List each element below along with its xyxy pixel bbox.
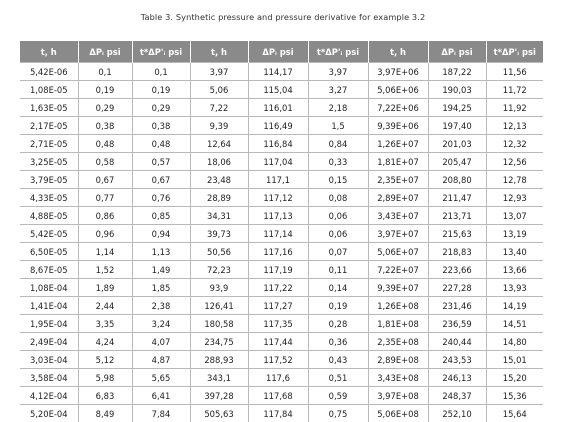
table-cell: 1,08E-05 bbox=[20, 81, 78, 99]
table-cell: 0,57 bbox=[132, 153, 190, 171]
table-row bbox=[20, 297, 543, 315]
table-cell: 0,19 bbox=[308, 297, 368, 315]
table-cell: 7,22E+06 bbox=[368, 99, 428, 117]
table-cell: 117,1 bbox=[248, 171, 308, 189]
table-cell: 246,13 bbox=[428, 369, 486, 387]
table-cell: 5,42E-05 bbox=[20, 225, 78, 243]
table-cell: 1,52 bbox=[78, 261, 132, 279]
table-cell: 4,88E-05 bbox=[20, 207, 78, 225]
table-cell: 2,35E+08 bbox=[368, 333, 428, 351]
table-cell: 15,20 bbox=[486, 369, 543, 387]
table-cell: 5,06E+06 bbox=[368, 81, 428, 99]
table-cell: 0,43 bbox=[308, 351, 368, 369]
table-cell: 3,03E-04 bbox=[20, 351, 78, 369]
table-row bbox=[20, 225, 543, 243]
table-cell: 3,97 bbox=[308, 63, 368, 81]
table-cell: 4,24 bbox=[78, 333, 132, 351]
table-cell: 205,47 bbox=[428, 153, 486, 171]
table-cell: 6,83 bbox=[78, 387, 132, 405]
table-cell: 3,79E-05 bbox=[20, 171, 78, 189]
table-cell: 0,84 bbox=[308, 135, 368, 153]
table-row bbox=[20, 387, 543, 405]
table-cell: 14,19 bbox=[486, 297, 543, 315]
table-cell: 14,80 bbox=[486, 333, 543, 351]
table-cell: 3,25E-05 bbox=[20, 153, 78, 171]
table-cell: 11,92 bbox=[486, 99, 543, 117]
table-cell: 227,28 bbox=[428, 279, 486, 297]
table-cell: 0,11 bbox=[308, 261, 368, 279]
table-cell: 72,23 bbox=[190, 261, 248, 279]
table-cell: 93,9 bbox=[190, 279, 248, 297]
table-cell: 12,64 bbox=[190, 135, 248, 153]
table-cell: 505,63 bbox=[190, 405, 248, 422]
table-cell: 18,06 bbox=[190, 153, 248, 171]
table-cell: 248,37 bbox=[428, 387, 486, 405]
table-cell: 5,42E-06 bbox=[20, 63, 78, 81]
column-header: t, h bbox=[190, 41, 248, 63]
table-row bbox=[20, 369, 543, 387]
table-cell: 0,76 bbox=[132, 189, 190, 207]
table-cell: 2,38 bbox=[132, 297, 190, 315]
table-row bbox=[20, 261, 543, 279]
table-cell: 1,5 bbox=[308, 117, 368, 135]
table-cell: 0,07 bbox=[308, 243, 368, 261]
table-cell: 0,06 bbox=[308, 225, 368, 243]
table-cell: 215,63 bbox=[428, 225, 486, 243]
table-cell: 194,25 bbox=[428, 99, 486, 117]
table-cell: 0,51 bbox=[308, 369, 368, 387]
table-cell: 11,56 bbox=[486, 63, 543, 81]
table-cell: 2,35E+07 bbox=[368, 171, 428, 189]
table-cell: 1,26E+08 bbox=[368, 297, 428, 315]
table-row bbox=[20, 279, 543, 297]
table-row bbox=[20, 207, 543, 225]
table-cell: 2,17E-05 bbox=[20, 117, 78, 135]
table-cell: 117,6 bbox=[248, 369, 308, 387]
table-cell: 208,80 bbox=[428, 171, 486, 189]
table-cell: 15,01 bbox=[486, 351, 543, 369]
table-cell: 243,53 bbox=[428, 351, 486, 369]
table-cell: 3,27 bbox=[308, 81, 368, 99]
table-row bbox=[20, 117, 543, 135]
table-cell: 211,47 bbox=[428, 189, 486, 207]
table-cell: 0,29 bbox=[132, 99, 190, 117]
table-cell: 201,03 bbox=[428, 135, 486, 153]
table-cell: 117,84 bbox=[248, 405, 308, 422]
column-header: ΔPᵢ psi bbox=[248, 41, 308, 63]
table-cell: 223,66 bbox=[428, 261, 486, 279]
table-cell: 190,03 bbox=[428, 81, 486, 99]
column-header: t*ΔP'ᵢ psi bbox=[132, 41, 190, 63]
table-cell: 1,63E-05 bbox=[20, 99, 78, 117]
table-cell: 0,96 bbox=[78, 225, 132, 243]
table-cell: 28,89 bbox=[190, 189, 248, 207]
table-cell: 0,85 bbox=[132, 207, 190, 225]
table-cell: 288,93 bbox=[190, 351, 248, 369]
table-cell: 2,89E+07 bbox=[368, 189, 428, 207]
table-row bbox=[20, 189, 543, 207]
table-cell: 0,33 bbox=[308, 153, 368, 171]
table-cell: 1,49 bbox=[132, 261, 190, 279]
table-cell: 117,68 bbox=[248, 387, 308, 405]
table-cell: 0,28 bbox=[308, 315, 368, 333]
table-cell: 117,16 bbox=[248, 243, 308, 261]
table-cell: 1,08E-04 bbox=[20, 279, 78, 297]
table-cell: 13,07 bbox=[486, 207, 543, 225]
table-cell: 0,14 bbox=[308, 279, 368, 297]
table-cell: 5,12 bbox=[78, 351, 132, 369]
table-cell: 0,15 bbox=[308, 171, 368, 189]
table-cell: 240,44 bbox=[428, 333, 486, 351]
table-cell: 5,06 bbox=[190, 81, 248, 99]
table-cell: 0,08 bbox=[308, 189, 368, 207]
table-cell: 117,27 bbox=[248, 297, 308, 315]
table-row bbox=[20, 333, 543, 351]
table-cell: 13,40 bbox=[486, 243, 543, 261]
table-cell: 3,35 bbox=[78, 315, 132, 333]
table-cell: 0,58 bbox=[78, 153, 132, 171]
table-cell: 0,86 bbox=[78, 207, 132, 225]
table-cell: 12,32 bbox=[486, 135, 543, 153]
table-cell: 7,84 bbox=[132, 405, 190, 422]
table-cell: 2,44 bbox=[78, 297, 132, 315]
table-cell: 0,75 bbox=[308, 405, 368, 422]
table-cell: 4,87 bbox=[132, 351, 190, 369]
table-cell: 0,48 bbox=[132, 135, 190, 153]
table-cell: 2,18 bbox=[308, 99, 368, 117]
table-cell: 7,22E+07 bbox=[368, 261, 428, 279]
table-cell: 4,33E-05 bbox=[20, 189, 78, 207]
table-cell: 117,35 bbox=[248, 315, 308, 333]
table-cell: 0,48 bbox=[78, 135, 132, 153]
table-cell: 13,93 bbox=[486, 279, 543, 297]
table-cell: 0,94 bbox=[132, 225, 190, 243]
table-cell: 3,97E+08 bbox=[368, 387, 428, 405]
table-cell: 15,36 bbox=[486, 387, 543, 405]
table-caption: Table 3. Synthetic pressure and pressure derivative for example 3.2 bbox=[0, 12, 566, 22]
table-cell: 6,41 bbox=[132, 387, 190, 405]
table-header-row bbox=[20, 41, 543, 63]
table-cell: 3,97E+06 bbox=[368, 63, 428, 81]
table-cell: 5,98 bbox=[78, 369, 132, 387]
table-cell: 117,14 bbox=[248, 225, 308, 243]
table-cell: 2,71E-05 bbox=[20, 135, 78, 153]
table-cell: 213,71 bbox=[428, 207, 486, 225]
column-header: t*ΔP'ᵢ psi bbox=[308, 41, 368, 63]
table-cell: 117,13 bbox=[248, 207, 308, 225]
table-cell: 9,39E+06 bbox=[368, 117, 428, 135]
pressure-data-table bbox=[20, 41, 543, 422]
table-cell: 197,40 bbox=[428, 117, 486, 135]
table-cell: 397,28 bbox=[190, 387, 248, 405]
table-cell: 1,89 bbox=[78, 279, 132, 297]
table-cell: 117,19 bbox=[248, 261, 308, 279]
table-cell: 3,97 bbox=[190, 63, 248, 81]
table-cell: 0,19 bbox=[78, 81, 132, 99]
table-body bbox=[20, 63, 543, 422]
table-cell: 11,72 bbox=[486, 81, 543, 99]
table-cell: 0,36 bbox=[308, 333, 368, 351]
table-cell: 180,58 bbox=[190, 315, 248, 333]
table-row bbox=[20, 81, 543, 99]
table-cell: 0,38 bbox=[78, 117, 132, 135]
table-cell: 0,59 bbox=[308, 387, 368, 405]
table-cell: 0,38 bbox=[132, 117, 190, 135]
table-row bbox=[20, 405, 543, 422]
table-cell: 3,43E+07 bbox=[368, 207, 428, 225]
table-cell: 3,43E+08 bbox=[368, 369, 428, 387]
table-cell: 234,75 bbox=[190, 333, 248, 351]
table-row bbox=[20, 171, 543, 189]
table-cell: 3,58E-04 bbox=[20, 369, 78, 387]
table-cell: 13,19 bbox=[486, 225, 543, 243]
table-cell: 7,22 bbox=[190, 99, 248, 117]
table-cell: 116,01 bbox=[248, 99, 308, 117]
table-cell: 3,97E+07 bbox=[368, 225, 428, 243]
table-cell: 1,41E-04 bbox=[20, 297, 78, 315]
table-cell: 117,52 bbox=[248, 351, 308, 369]
table-cell: 12,93 bbox=[486, 189, 543, 207]
table-cell: 12,13 bbox=[486, 117, 543, 135]
table-cell: 1,81E+07 bbox=[368, 153, 428, 171]
table-cell: 114,17 bbox=[248, 63, 308, 81]
table-cell: 5,06E+07 bbox=[368, 243, 428, 261]
table-cell: 0,67 bbox=[132, 171, 190, 189]
table-cell: 23,48 bbox=[190, 171, 248, 189]
column-header: t, h bbox=[20, 41, 78, 63]
table-cell: 252,10 bbox=[428, 405, 486, 422]
table-cell: 9,39 bbox=[190, 117, 248, 135]
table-cell: 34,31 bbox=[190, 207, 248, 225]
table-cell: 14,51 bbox=[486, 315, 543, 333]
table-cell: 2,49E-04 bbox=[20, 333, 78, 351]
table-cell: 15,64 bbox=[486, 405, 543, 422]
table-cell: 236,59 bbox=[428, 315, 486, 333]
table-cell: 12,78 bbox=[486, 171, 543, 189]
table-cell: 1,13 bbox=[132, 243, 190, 261]
table-cell: 117,04 bbox=[248, 153, 308, 171]
table-cell: 0,06 bbox=[308, 207, 368, 225]
table-cell: 0,67 bbox=[78, 171, 132, 189]
table-cell: 1,85 bbox=[132, 279, 190, 297]
table-cell: 0,29 bbox=[78, 99, 132, 117]
table-cell: 1,14 bbox=[78, 243, 132, 261]
table-cell: 187,22 bbox=[428, 63, 486, 81]
table-cell: 115,04 bbox=[248, 81, 308, 99]
column-header: t*ΔP'ᵢ psi bbox=[486, 41, 543, 63]
table-cell: 117,44 bbox=[248, 333, 308, 351]
table-cell: 116,49 bbox=[248, 117, 308, 135]
table-cell: 0,1 bbox=[78, 63, 132, 81]
column-header: t, h bbox=[368, 41, 428, 63]
table-cell: 0,19 bbox=[132, 81, 190, 99]
table-cell: 12,56 bbox=[486, 153, 543, 171]
table-cell: 0,1 bbox=[132, 63, 190, 81]
table-cell: 13,66 bbox=[486, 261, 543, 279]
table-cell: 1,81E+08 bbox=[368, 315, 428, 333]
table-row bbox=[20, 243, 543, 261]
table-cell: 231,46 bbox=[428, 297, 486, 315]
table-cell: 116,84 bbox=[248, 135, 308, 153]
table-row bbox=[20, 153, 543, 171]
table-cell: 3,24 bbox=[132, 315, 190, 333]
table-cell: 5,65 bbox=[132, 369, 190, 387]
table-cell: 9,39E+07 bbox=[368, 279, 428, 297]
column-header: ΔPᵢ psi bbox=[78, 41, 132, 63]
table-cell: 0,77 bbox=[78, 189, 132, 207]
table-row bbox=[20, 351, 543, 369]
table-cell: 8,67E-05 bbox=[20, 261, 78, 279]
table-cell: 5,06E+08 bbox=[368, 405, 428, 422]
column-header: ΔPᵢ psi bbox=[428, 41, 486, 63]
table-row bbox=[20, 63, 543, 81]
table-cell: 218,83 bbox=[428, 243, 486, 261]
table-row bbox=[20, 315, 543, 333]
table-cell: 126,41 bbox=[190, 297, 248, 315]
table-cell: 117,22 bbox=[248, 279, 308, 297]
table-cell: 4,12E-04 bbox=[20, 387, 78, 405]
table-cell: 5,20E-04 bbox=[20, 405, 78, 422]
table-row bbox=[20, 99, 543, 117]
table-cell: 1,26E+07 bbox=[368, 135, 428, 153]
table-cell: 8,49 bbox=[78, 405, 132, 422]
table-cell: 2,89E+08 bbox=[368, 351, 428, 369]
table-cell: 343,1 bbox=[190, 369, 248, 387]
table-cell: 39,73 bbox=[190, 225, 248, 243]
table-cell: 1,95E-04 bbox=[20, 315, 78, 333]
table-row bbox=[20, 135, 543, 153]
table-cell: 6,50E-05 bbox=[20, 243, 78, 261]
table-cell: 50,56 bbox=[190, 243, 248, 261]
table-cell: 4,07 bbox=[132, 333, 190, 351]
table-cell: 117,12 bbox=[248, 189, 308, 207]
